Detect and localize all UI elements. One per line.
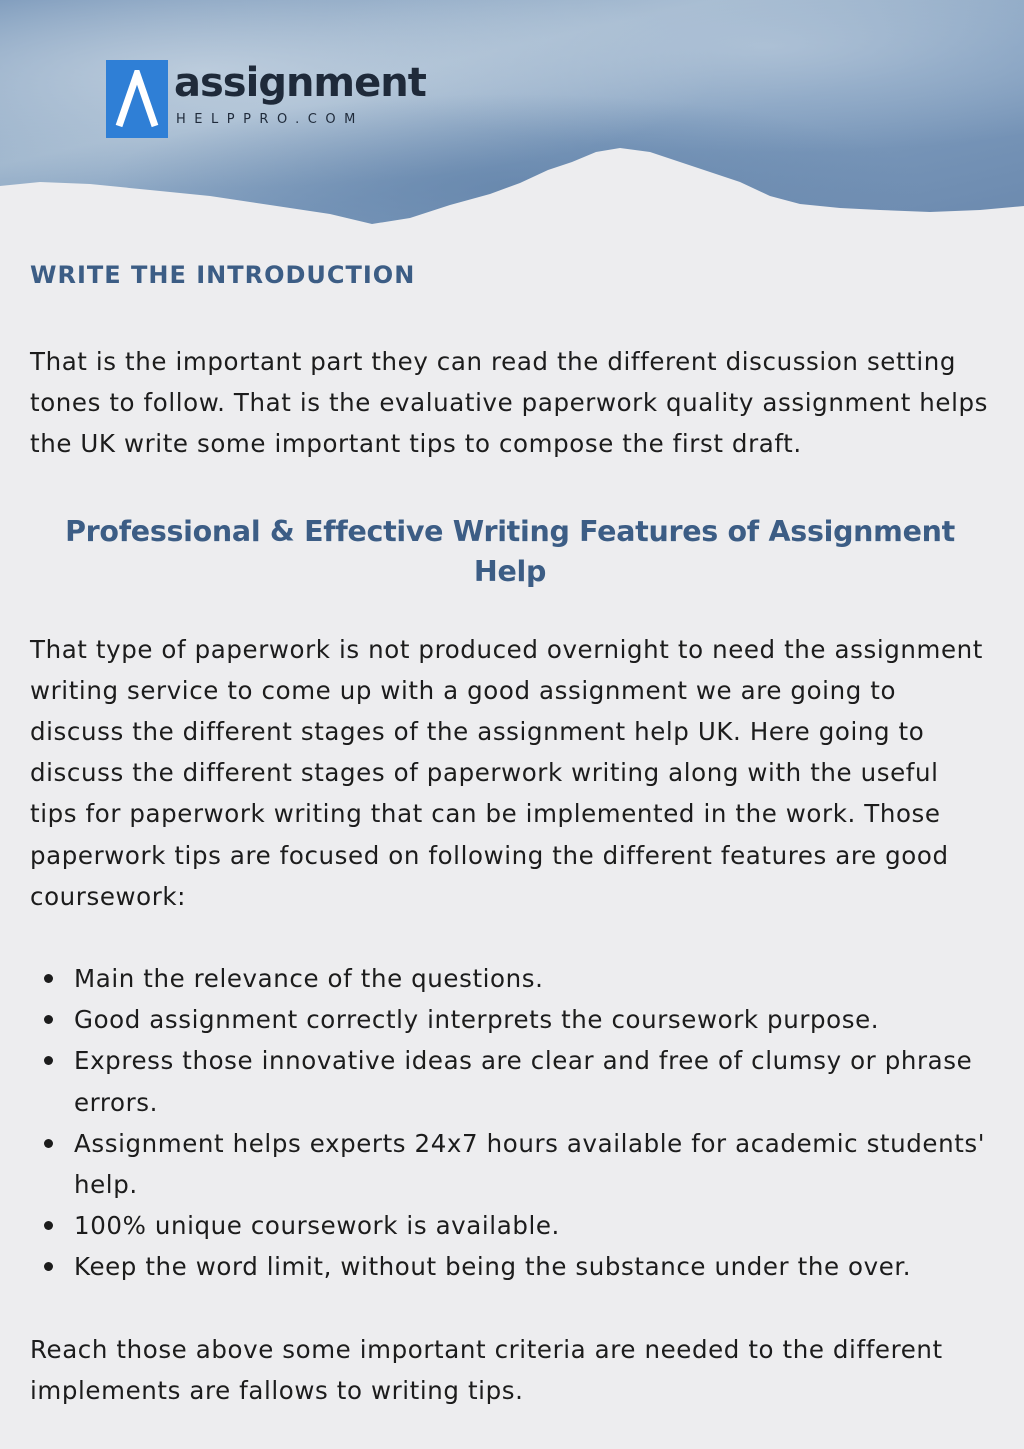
list-item: Assignment helps experts 24x7 hours available for academic students' help. bbox=[30, 1123, 990, 1205]
intro-title: WRITE THE INTRODUCTION bbox=[30, 261, 416, 289]
brand-logo bbox=[106, 60, 426, 138]
list-item: 100% unique coursework is available. bbox=[30, 1205, 990, 1246]
list-item: Good assignment correctly interprets the coursework purpose. bbox=[30, 999, 990, 1040]
list-item: Express those innovative ideas are clear and free of clumsy or phrase errors. bbox=[30, 1040, 990, 1122]
caret-a-icon bbox=[106, 60, 168, 138]
features-paragraph: That type of paperwork is not produced overnight to need the assignment writing service to come up with a good assignment we are going to discuss the different stages of the assignment help UK. Here going to discuss the different stages of paperwork writing along with the useful tips for paperwork writing that can be implemented in the work. Those paperwork tips are focused on following the different features are good coursework: bbox=[30, 634, 983, 911]
intro-paragraph: That is the important part they can read the different discussion setting tones to follow. That is the evaluative paperwork quality assignment helps the UK write some important tips to compose the first draft. bbox=[30, 347, 989, 459]
list-item: Keep the word limit, without being the substance under the over. bbox=[30, 1246, 990, 1287]
tips-list bbox=[30, 958, 990, 1288]
brand-name: assignment bbox=[174, 60, 426, 106]
brand-domain: HELPPRO.COM bbox=[176, 112, 364, 127]
closing-paragraph: Reach those above some important criteria are needed to the different implements are fallows to writing tips. bbox=[30, 1334, 943, 1405]
list-item: Main the relevance of the questions. bbox=[30, 958, 990, 999]
watercolor-header bbox=[0, 0, 1024, 235]
article-body bbox=[30, 258, 990, 1411]
features-heading: Professional & Effective Writing Features of Assignment Help bbox=[65, 514, 955, 588]
